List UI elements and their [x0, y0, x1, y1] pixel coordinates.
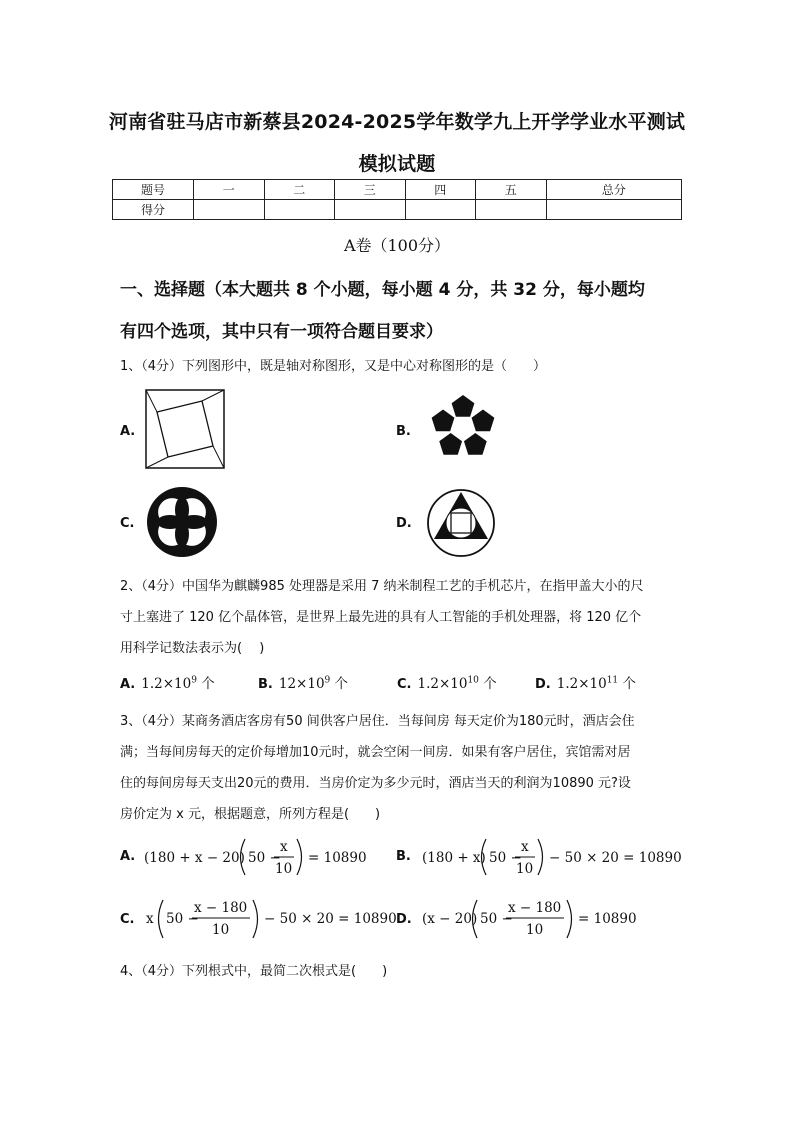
- q3-option-c-label: C.: [120, 912, 135, 927]
- score-table: [112, 179, 682, 220]
- part1-heading-line1: 一、选择题（本大题共 8 个小题，每小题 4 分，共 32 分，每小题均: [120, 280, 645, 300]
- formula-d-pre: (x − 20): [422, 911, 478, 927]
- score-header-cell: 四: [405, 180, 476, 200]
- question-3-line1: 3、（4分）某商务酒店客房有50 间供客户居住．当每间房 每天定价为180元时，酒店会住: [120, 714, 635, 729]
- q1-figure-d: [426, 488, 496, 558]
- formula-c-post: − 50 × 20 = 10890: [264, 911, 397, 927]
- q3-formula-d: [422, 896, 642, 944]
- q2-option-d: D. $1.2\times 10^{11}$ 个: [535, 675, 636, 692]
- formula-c-open: 50 −: [166, 911, 199, 927]
- question-2-line3: 用科学记数法表示为( ): [120, 641, 265, 656]
- score-cell: [194, 200, 265, 220]
- q1-figure-a: [145, 389, 225, 469]
- q1-option-a-label: A.: [120, 424, 136, 439]
- q3-option-d-label: D.: [396, 912, 412, 927]
- formula-d-open: 50 −: [480, 911, 513, 927]
- exam-title: 河南省驻马店市新蔡县2024-2025学年数学九上开学学业水平测试: [108, 111, 686, 133]
- formula-b-pre: (180 + x): [422, 850, 486, 866]
- score-row-label: 得分: [113, 200, 194, 220]
- q1-option-b-label: B.: [396, 424, 411, 439]
- q1-option-c-label: C.: [120, 516, 135, 531]
- score-table-header-row: [113, 180, 682, 200]
- question-3-line3: 住的每间房每天支出20元的费用．当房价定为多少元时，酒店当天的利润为10890 元?设: [120, 776, 631, 791]
- formula-b-den: 10: [516, 861, 534, 877]
- score-header-cell: 题号: [113, 180, 194, 200]
- question-4-text: 4、（4分）下列根式中，最简二次根式是( ): [120, 964, 388, 979]
- question-3-line4: 房价定为 x 元，根据题意，所列方程是( ): [120, 807, 381, 822]
- exam-subtitle: 模拟试题: [358, 153, 436, 175]
- score-header-cell: 三: [335, 180, 406, 200]
- q3-formula-a: [144, 833, 367, 881]
- formula-d-post: = 10890: [578, 911, 637, 927]
- q3-formula-c: [146, 896, 397, 944]
- question-2-line1: 2、（4分）中国华为麒麟985 处理器是采用 7 纳米制程工艺的手机芯片，在指甲盖大小的尺: [120, 579, 644, 594]
- q1-figure-b: [427, 392, 499, 464]
- score-cell: [335, 200, 406, 220]
- score-cell: [546, 200, 682, 220]
- formula-a-post: = 10890: [308, 850, 367, 866]
- formula-a-den: 10: [275, 861, 293, 877]
- formula-c-pre: x: [146, 911, 154, 927]
- score-cell: [264, 200, 335, 220]
- formula-b-post: − 50 × 20 = 10890: [549, 850, 682, 866]
- formula-d-den: 10: [526, 922, 544, 938]
- score-header-cell: 总分: [546, 180, 682, 200]
- formula-b-open: 50 −: [489, 850, 522, 866]
- formula-c-num: x − 180: [194, 900, 248, 916]
- question-1-text: 1、（4分）下列图形中，既是轴对称图形，又是中心对称图形的是（ ）: [120, 359, 547, 374]
- formula-b-num: x: [521, 839, 529, 855]
- q1-figure-c: [146, 486, 218, 558]
- q3-option-a-label: A.: [120, 849, 136, 864]
- formula-c-den: 10: [212, 922, 230, 938]
- part1-heading-line2: 有四个选项，其中只有一项符合题目要求）: [120, 322, 443, 342]
- q3-option-b-label: B.: [396, 849, 411, 864]
- score-header-cell: 一: [194, 180, 265, 200]
- q2-option-c: C. $1.2\times 10^{10}$ 个: [397, 675, 497, 692]
- question-2-line2: 寸上塞进了 120 亿个晶体管，是世界上最先进的具有人工智能的手机处理器，将 120 亿个: [120, 610, 642, 625]
- q2-option-b: B. $12\times 10^9$ 个: [258, 675, 349, 692]
- score-cell: [476, 200, 547, 220]
- score-header-cell: 五: [476, 180, 547, 200]
- formula-d-num: x − 180: [508, 900, 562, 916]
- score-header-cell: 二: [264, 180, 335, 200]
- formula-a-open: 50 −: [248, 850, 281, 866]
- q2-option-a: A. $1.2\times 10^9$ 个: [120, 675, 215, 692]
- score-table-score-row: [113, 200, 682, 220]
- formula-a-pre: (180 + x − 20): [144, 850, 245, 866]
- q3-formula-b: [422, 833, 682, 881]
- q1-option-d-label: D.: [396, 516, 412, 531]
- section-a-heading: A卷（100分）: [343, 236, 451, 255]
- formula-a-num: x: [280, 839, 288, 855]
- score-cell: [405, 200, 476, 220]
- question-3-line2: 满；当每间房每天的定价每增加10元时，就会空闲一间房．如果有客户居住，宾馆需对居: [120, 745, 631, 760]
